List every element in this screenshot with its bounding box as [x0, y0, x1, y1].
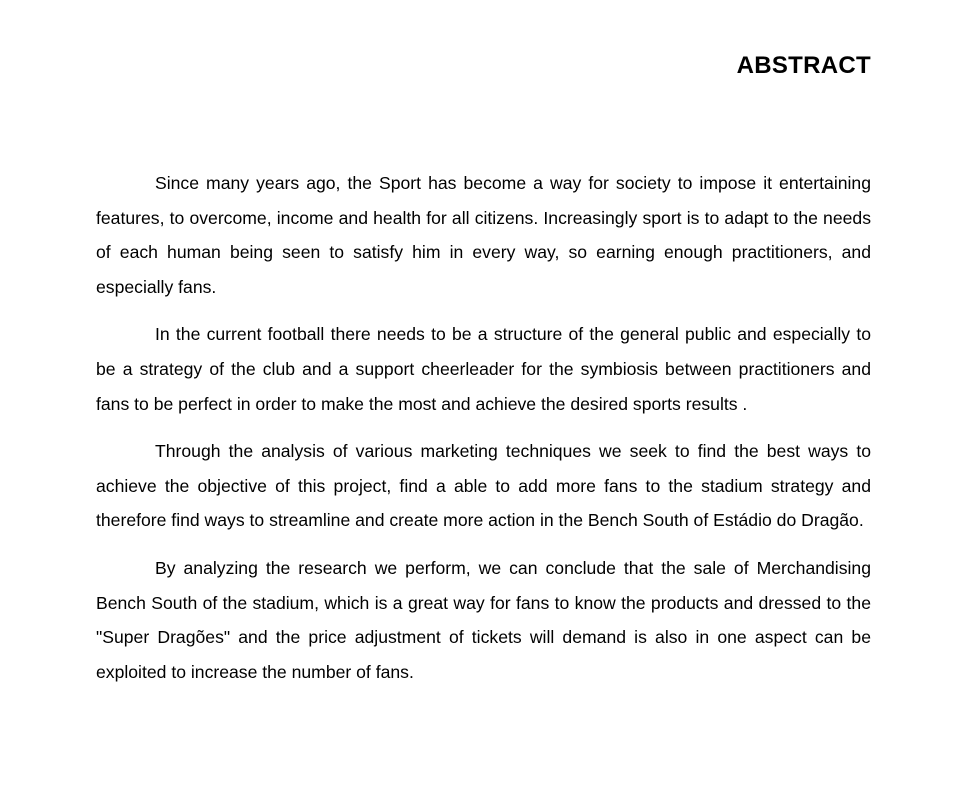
abstract-paragraph-1: Since many years ago, the Sport has become a way for society to impose it entertaining features, to overcome, income and health for all citizens. Increasingly sport is to adapt to the needs of each human being seen to satisfy him in every way, so earning enough practitioners, and especially fans.: [96, 173, 871, 297]
abstract-paragraph-2: In the current football there needs to be a structure of the general public and especially to be a strategy of the club and a support cheerleader for the symbiosis between practitioners and fans to be perfect in order to make the most and achieve the desired sports results .: [96, 324, 871, 414]
abstract-paragraph-3: Through the analysis of various marketing techniques we seek to find the best ways to achieve the objective of this project, find a able to add more fans to the stadium strategy and therefore find ways to streamline and create more action in the Bench South of Estádio do Dragão.: [96, 441, 871, 531]
abstract-paragraph-4: By analyzing the research we perform, we can conclude that the sale of Merchandising Bench South of the stadium, which is a great way for fans to know the products and dressed to the "Super Dragões" and the price adjustment of tickets will demand is also in one aspect can be exploited to increase the number of fans.: [96, 557, 871, 682]
abstract-body: [96, 166, 871, 702]
abstract-heading: ABSTRACT: [736, 52, 871, 79]
